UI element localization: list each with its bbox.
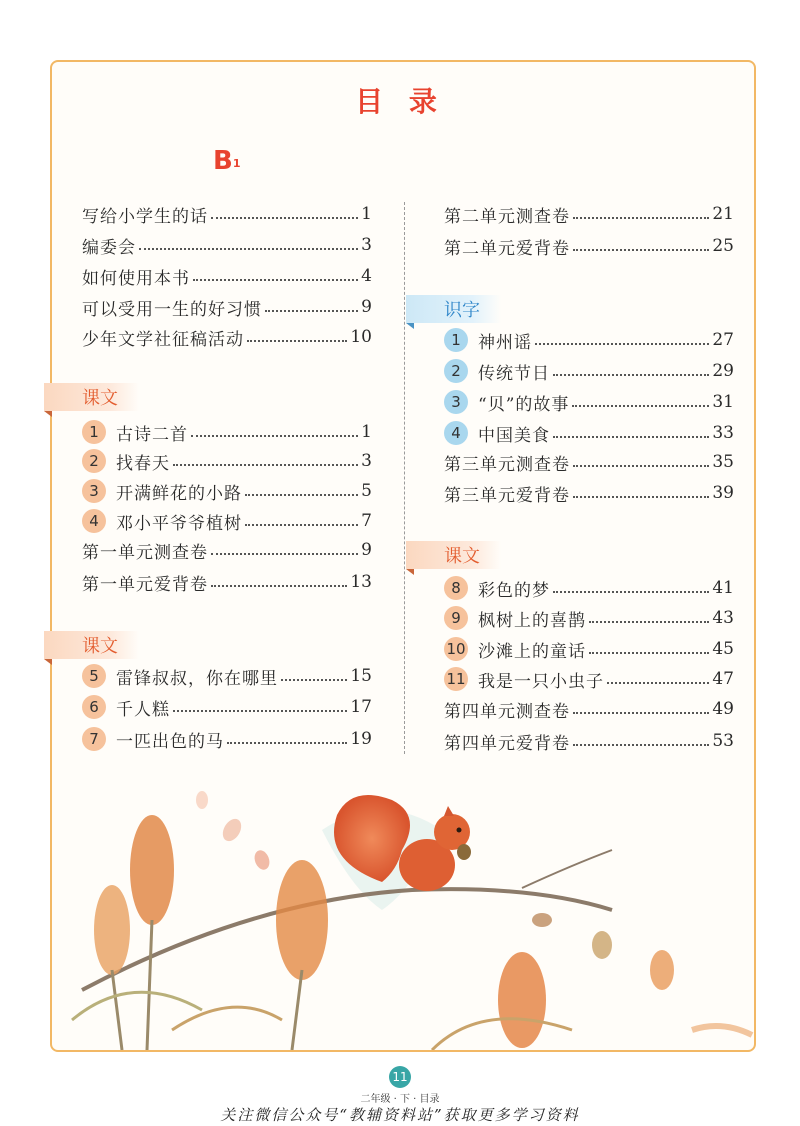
entry-label: 第二单元测查卷 [444, 206, 570, 227]
entry-page: 5 [361, 481, 372, 501]
toc-entry[interactable] [444, 234, 734, 258]
entry-page: 21 [712, 204, 734, 224]
lesson-number-badge: 9 [444, 606, 468, 630]
leader-dots [211, 553, 358, 555]
entry-label: 古诗二首 [116, 424, 188, 445]
entry-label: 邓小平爷爷植树 [116, 513, 242, 534]
toc-entry[interactable] [444, 450, 734, 474]
leader-dots [535, 343, 709, 345]
leader-dots [193, 279, 358, 281]
entry-label: 我是一只小虫子 [478, 671, 604, 692]
entry-page: 39 [712, 483, 734, 503]
entry-page: 9 [361, 540, 372, 560]
squirrel-eye [457, 828, 462, 833]
entry-page: 25 [712, 236, 734, 256]
section-tag-kewen: 课文 [44, 631, 139, 659]
lesson-number-badge: 3 [444, 390, 468, 414]
entry-label: 如何使用本书 [82, 268, 190, 289]
toc-entry[interactable] [82, 449, 372, 473]
lesson-number-badge: 1 [444, 328, 468, 352]
leader-dots [573, 496, 709, 498]
entry-label: 彩色的梦 [478, 580, 550, 601]
leader-dots [589, 621, 709, 623]
toc-entry[interactable] [82, 570, 372, 594]
leader-dots [173, 710, 347, 712]
column-divider [404, 202, 405, 754]
entry-page: 17 [350, 697, 372, 717]
entry-label: 写给小学生的话 [82, 206, 208, 227]
sorghum-plants-left [72, 815, 328, 1050]
toc-entry[interactable] [444, 202, 734, 226]
entry-page: 3 [361, 235, 372, 255]
entry-page: 41 [712, 578, 734, 598]
entry-page: 1 [361, 422, 372, 442]
leader-dots [573, 744, 709, 746]
lesson-number-badge: 8 [444, 576, 468, 600]
leader-dots [553, 591, 709, 593]
entry-label: 第四单元爱背卷 [444, 733, 570, 754]
entry-page: 4 [361, 266, 372, 286]
leader-dots [589, 652, 709, 654]
entry-page: 19 [350, 729, 372, 749]
toc-entry[interactable] [444, 576, 734, 600]
toc-entry[interactable] [444, 606, 734, 630]
entry-label: 少年文学社征稿活动 [82, 329, 244, 350]
entry-page: 35 [712, 452, 734, 472]
toc-entry[interactable] [444, 328, 734, 352]
toc-entry[interactable] [444, 637, 734, 661]
leader-dots [607, 682, 709, 684]
entry-page: 9 [361, 297, 372, 317]
entry-label: 第一单元爱背卷 [82, 574, 208, 595]
entry-label: 千人糕 [116, 699, 170, 720]
entry-label: 第一单元测查卷 [82, 542, 208, 563]
squirrel-illustration [52, 770, 754, 1050]
entry-label: 编委会 [82, 237, 136, 258]
leader-dots [553, 436, 709, 438]
entry-label: 找春天 [116, 453, 170, 474]
entry-page: 43 [712, 608, 734, 628]
leader-dots [191, 435, 358, 437]
entry-page: 10 [350, 327, 372, 347]
entry-page: 49 [712, 699, 734, 719]
toc-entry[interactable] [82, 420, 372, 444]
squirrel-ear [444, 806, 454, 816]
entry-page: 33 [712, 423, 734, 443]
lesson-number-badge: 6 [82, 695, 106, 719]
leader-dots [573, 465, 709, 467]
entry-label: 中国美食 [478, 425, 550, 446]
entry-page: 3 [361, 451, 372, 471]
entry-label: 可以受用一生的好习惯 [82, 299, 262, 320]
entry-label: 神州谣 [478, 332, 532, 353]
lesson-number-badge: 3 [82, 479, 106, 503]
entry-page: 45 [712, 639, 734, 659]
toc-entry[interactable] [444, 390, 734, 414]
entry-label: 第三单元测查卷 [444, 454, 570, 475]
section-tag-kewen: 课文 [44, 383, 139, 411]
page-title: 目 录 [355, 85, 445, 118]
lesson-number-badge: 5 [82, 664, 106, 688]
entry-page: 47 [712, 669, 734, 689]
section-tag-kewen: 课文 [406, 541, 501, 569]
entry-label: 传统节日 [478, 363, 550, 384]
entry-label: 雷锋叔叔，你在哪里 [116, 668, 278, 689]
entry-label: 第三单元爱背卷 [444, 485, 570, 506]
toc-entry[interactable] [82, 295, 372, 319]
toc-entry[interactable] [444, 729, 734, 753]
grade-mark-letter: B [213, 146, 233, 176]
entry-label: 开满鲜花的小路 [116, 483, 242, 504]
sorghum-plants-right [432, 931, 752, 1050]
toc-entry[interactable] [444, 359, 734, 383]
page-number-badge: 11 [389, 1066, 411, 1088]
entry-page: 7 [361, 511, 372, 531]
section-tag-shizi: 识字 [406, 295, 501, 323]
entry-label: 沙滩上的童话 [478, 641, 586, 662]
grade-mark-sub: 1 [232, 157, 241, 170]
toc-entry[interactable] [82, 202, 372, 226]
leader-dots [245, 494, 358, 496]
leader-dots [173, 464, 358, 466]
leader-dots [281, 679, 347, 681]
toc-entry[interactable] [82, 325, 372, 349]
entry-label: 第四单元测查卷 [444, 701, 570, 722]
toc-entry[interactable] [82, 538, 372, 562]
twig [522, 850, 612, 888]
toc-entry[interactable] [444, 667, 734, 691]
entry-page: 15 [350, 666, 372, 686]
toc-entry[interactable] [82, 664, 372, 688]
leader-dots [265, 310, 358, 312]
acorn [457, 844, 471, 860]
leader-dots [573, 712, 709, 714]
entry-label: “贝”的故事 [478, 394, 570, 415]
entry-label: 一匹出色的马 [116, 731, 224, 752]
entry-page: 27 [712, 330, 734, 350]
leader-dots [211, 217, 358, 219]
toc-entry[interactable] [82, 264, 372, 288]
toc-entry[interactable] [444, 697, 734, 721]
leader-dots [553, 374, 709, 376]
leader-dots [573, 249, 709, 251]
entry-page: 13 [350, 572, 372, 592]
entry-page: 53 [712, 731, 734, 751]
lesson-number-badge: 7 [82, 727, 106, 751]
lesson-number-badge: 10 [444, 637, 468, 661]
toc-entry[interactable] [82, 695, 372, 719]
lesson-number-badge: 2 [444, 359, 468, 383]
leader-dots [227, 742, 347, 744]
toc-entry[interactable] [82, 509, 372, 533]
leader-dots [247, 340, 347, 342]
lesson-number-badge: 2 [82, 449, 106, 473]
lesson-number-badge: 11 [444, 667, 468, 691]
leader-dots [573, 217, 709, 219]
entry-label: 枫树上的喜鹊 [478, 610, 586, 631]
lesson-number-badge: 1 [82, 420, 106, 444]
toc-entry[interactable] [82, 727, 372, 751]
lesson-number-badge: 4 [82, 509, 106, 533]
leader-dots [139, 248, 358, 250]
footer-subtitle: 二年级 · 下 · 目录 [360, 1094, 440, 1105]
toc-entry[interactable] [82, 479, 372, 503]
entry-page: 29 [712, 361, 734, 381]
toc-entry[interactable] [444, 481, 734, 505]
toc-entry[interactable] [82, 233, 372, 257]
entry-label: 第二单元爱背卷 [444, 238, 570, 259]
toc-entry[interactable] [444, 421, 734, 445]
entry-page: 1 [361, 204, 372, 224]
entry-page: 31 [712, 392, 734, 412]
leader-dots [572, 405, 709, 407]
lesson-number-badge: 4 [444, 421, 468, 445]
leader-dots [245, 524, 358, 526]
leader-dots [211, 585, 347, 587]
footer-note: 关注微信公众号“教辅资料站”获取更多学习资料 [220, 1106, 580, 1124]
